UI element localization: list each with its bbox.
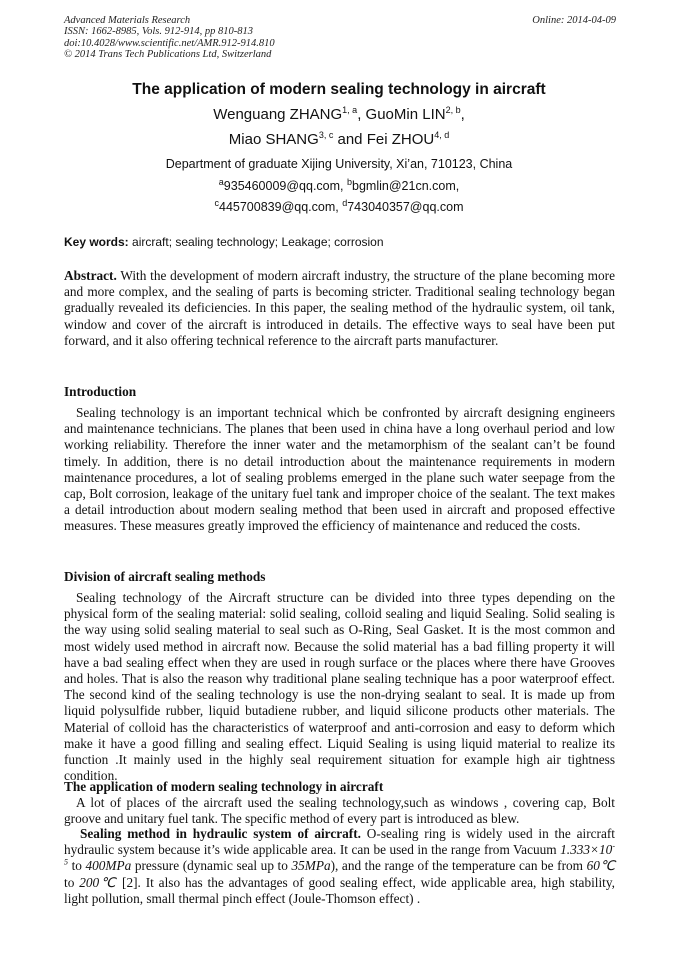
email-mark: c bbox=[214, 197, 219, 208]
author-affil-mark: 4, d bbox=[434, 130, 450, 140]
keywords-text: aircraft; sealing technology; Leakage; corrosion bbox=[132, 235, 384, 249]
dynamic-pressure-value: 35MPa bbox=[291, 858, 331, 874]
introduction-paragraph: Sealing technology is an important technical which be confronted by aircraft designing engineers and maintenance technicians. The planes that been used in china have a long overhaul period and low working reliability. Therefore the inner water and the metamorphism of the sealant can’t be found timely. In addition, there is no detail introduction about the maintenance requirements in modern maintenance procedures, a lot of sealing problems emerged in the plane such water seepage from the cap, Bolt corrosion, leakage of the unitary fuel tank and improper choice of the sealant. The text makes a detail introduction about modern sealing method that been used in aircraft and proposed effective measures. These measures greatly improved the efficiency of maintenance and reduced the costs. bbox=[64, 405, 615, 534]
hydraulic-text: ), and the range of the temperature can be from bbox=[330, 858, 583, 874]
email-address[interactable]: 445700839@qq.com, bbox=[219, 200, 339, 214]
and-word: and bbox=[337, 131, 363, 148]
copyright-line: © 2014 Trans Tech Publications Ltd, Switzerland bbox=[64, 49, 272, 61]
paper-title: The application of modern sealing technology in aircraft bbox=[132, 81, 546, 98]
doi-line: doi:10.4028/www.scientific.net/AMR.912-914.810 bbox=[64, 37, 275, 49]
hydraulic-paragraph bbox=[64, 826, 615, 907]
temp-min-value: 60℃ bbox=[586, 858, 616, 874]
abstract-label: Abstract. bbox=[64, 268, 117, 283]
author-name: Miao SHANG bbox=[228, 131, 319, 148]
keywords bbox=[64, 235, 616, 250]
author-name: GuoMin LIN bbox=[365, 106, 446, 123]
email-address[interactable]: bgmlin@21cn.com, bbox=[352, 179, 460, 193]
hydraulic-label: Sealing method in hydraulic system of aircraft. bbox=[80, 826, 361, 841]
hydraulic-text: pressure (dynamic seal up to bbox=[134, 858, 288, 874]
email-line-2 bbox=[0, 199, 678, 215]
email-address[interactable]: 743040357@qq.com bbox=[347, 200, 464, 214]
email-address[interactable]: 935460009@qq.com, bbox=[223, 179, 344, 193]
author-name: Wenguang ZHANG bbox=[213, 106, 343, 123]
affiliation: Department of graduate Xijing University, Xi’an, 710123, China bbox=[165, 157, 513, 171]
hydraulic-text: [2]. It also has the advantages of good sealing effect, wide applicable area, high stability, light pollution, small thermal pinch effect (Joule-Thomson effect) . bbox=[64, 874, 615, 906]
email-mark: a bbox=[218, 176, 224, 187]
application-paragraph: A lot of places of the aircraft used the sealing technology,such as windows , covering cap, Bolt groove and unitary fuel tank. The specific method of every part is introduced as blew. bbox=[64, 795, 615, 827]
section-heading-introduction: Introduction bbox=[64, 384, 137, 399]
temp-max-value: 200℃ bbox=[79, 874, 118, 890]
author-affil-mark: 1, a bbox=[342, 105, 358, 115]
email-mark: b bbox=[347, 176, 353, 187]
author-name: Fei ZHOU bbox=[366, 131, 435, 148]
hydraulic-text: to bbox=[71, 858, 82, 874]
keywords-label: Key words: bbox=[64, 235, 129, 249]
authors-line-1: Wenguang ZHANG$^{1, a}$, GuoMin LIN$^{2, b}$, bbox=[213, 105, 465, 123]
author-affil-mark: 3, c bbox=[318, 130, 334, 140]
division-paragraph: Sealing technology of the Aircraft structure can be divided into three types depending on the physical form of the sealing material: solid sealing, colloid sealing and liquid Sealing. Solid sealing is the way using solid sealing material to seal such as O-Ring, Seal Gasket. It is the most common and most widely used method in aircraft now. Because the solid material has a bad filling property it will have a bad sealing effect when they are used in rough surface or the places where there have Grooves and holes. That is also the reason why traditional plane sealing technique has a poor waterproof effect. The second kind of the sealing technology is use the non-drying sealant to seal. It is made up from liquid polysulfide rubber, liquid butadiene rubber, and liquid silicone products other materials. The Material of colloid has the characteristics of waterproof and anti-corrosion and easy to deform which make it have a good filling and sealing effect. Liquid Sealing is using liquid material to realize its function .It mainly used in the highly seal requirement situation for example high air tightness condition. bbox=[64, 590, 615, 784]
journal-header bbox=[64, 15, 616, 61]
email-line-1 bbox=[0, 178, 678, 194]
vacuum-value: $1.333\times 10^{-5}$ bbox=[64, 841, 615, 867]
author-affil-mark: 2, b bbox=[445, 105, 461, 115]
journal-name: Advanced Materials Research bbox=[64, 15, 191, 26]
abstract bbox=[64, 268, 615, 349]
issn-line: ISSN: 1662-8985, Vols. 912-914, pp 810-813 bbox=[64, 26, 253, 38]
authors-line-2 bbox=[0, 130, 678, 150]
abstract-text: With the development of modern aircraft industry, the structure of the plane becoming more and more complex, and the sealing of parts is becoming stricter. Traditional sealing technology began gradually revealed its deficiencies. In this paper, the sealing method of the hydraulic system, oil tank, window and cover of the aircraft is introduced in details. The effective ways to seal have been put forward, and it also offering technical reference to the aircraft parts manufacturer. bbox=[64, 268, 615, 348]
pressure-value: 400MPa bbox=[85, 858, 132, 874]
hydraulic-text: to bbox=[64, 874, 75, 890]
section-heading-division: Division of aircraft sealing methods bbox=[64, 569, 266, 584]
hydraulic-text: O-sealing ring is widely used in the aircraft hydraulic system because it’s wide applicable area. It can be used in the range from Vacuum bbox=[64, 826, 615, 858]
online-date: Online: 2014-04-09 bbox=[532, 15, 616, 26]
email-mark: d bbox=[342, 197, 348, 208]
section-heading-application: The application of modern sealing technology in aircraft bbox=[64, 779, 384, 794]
